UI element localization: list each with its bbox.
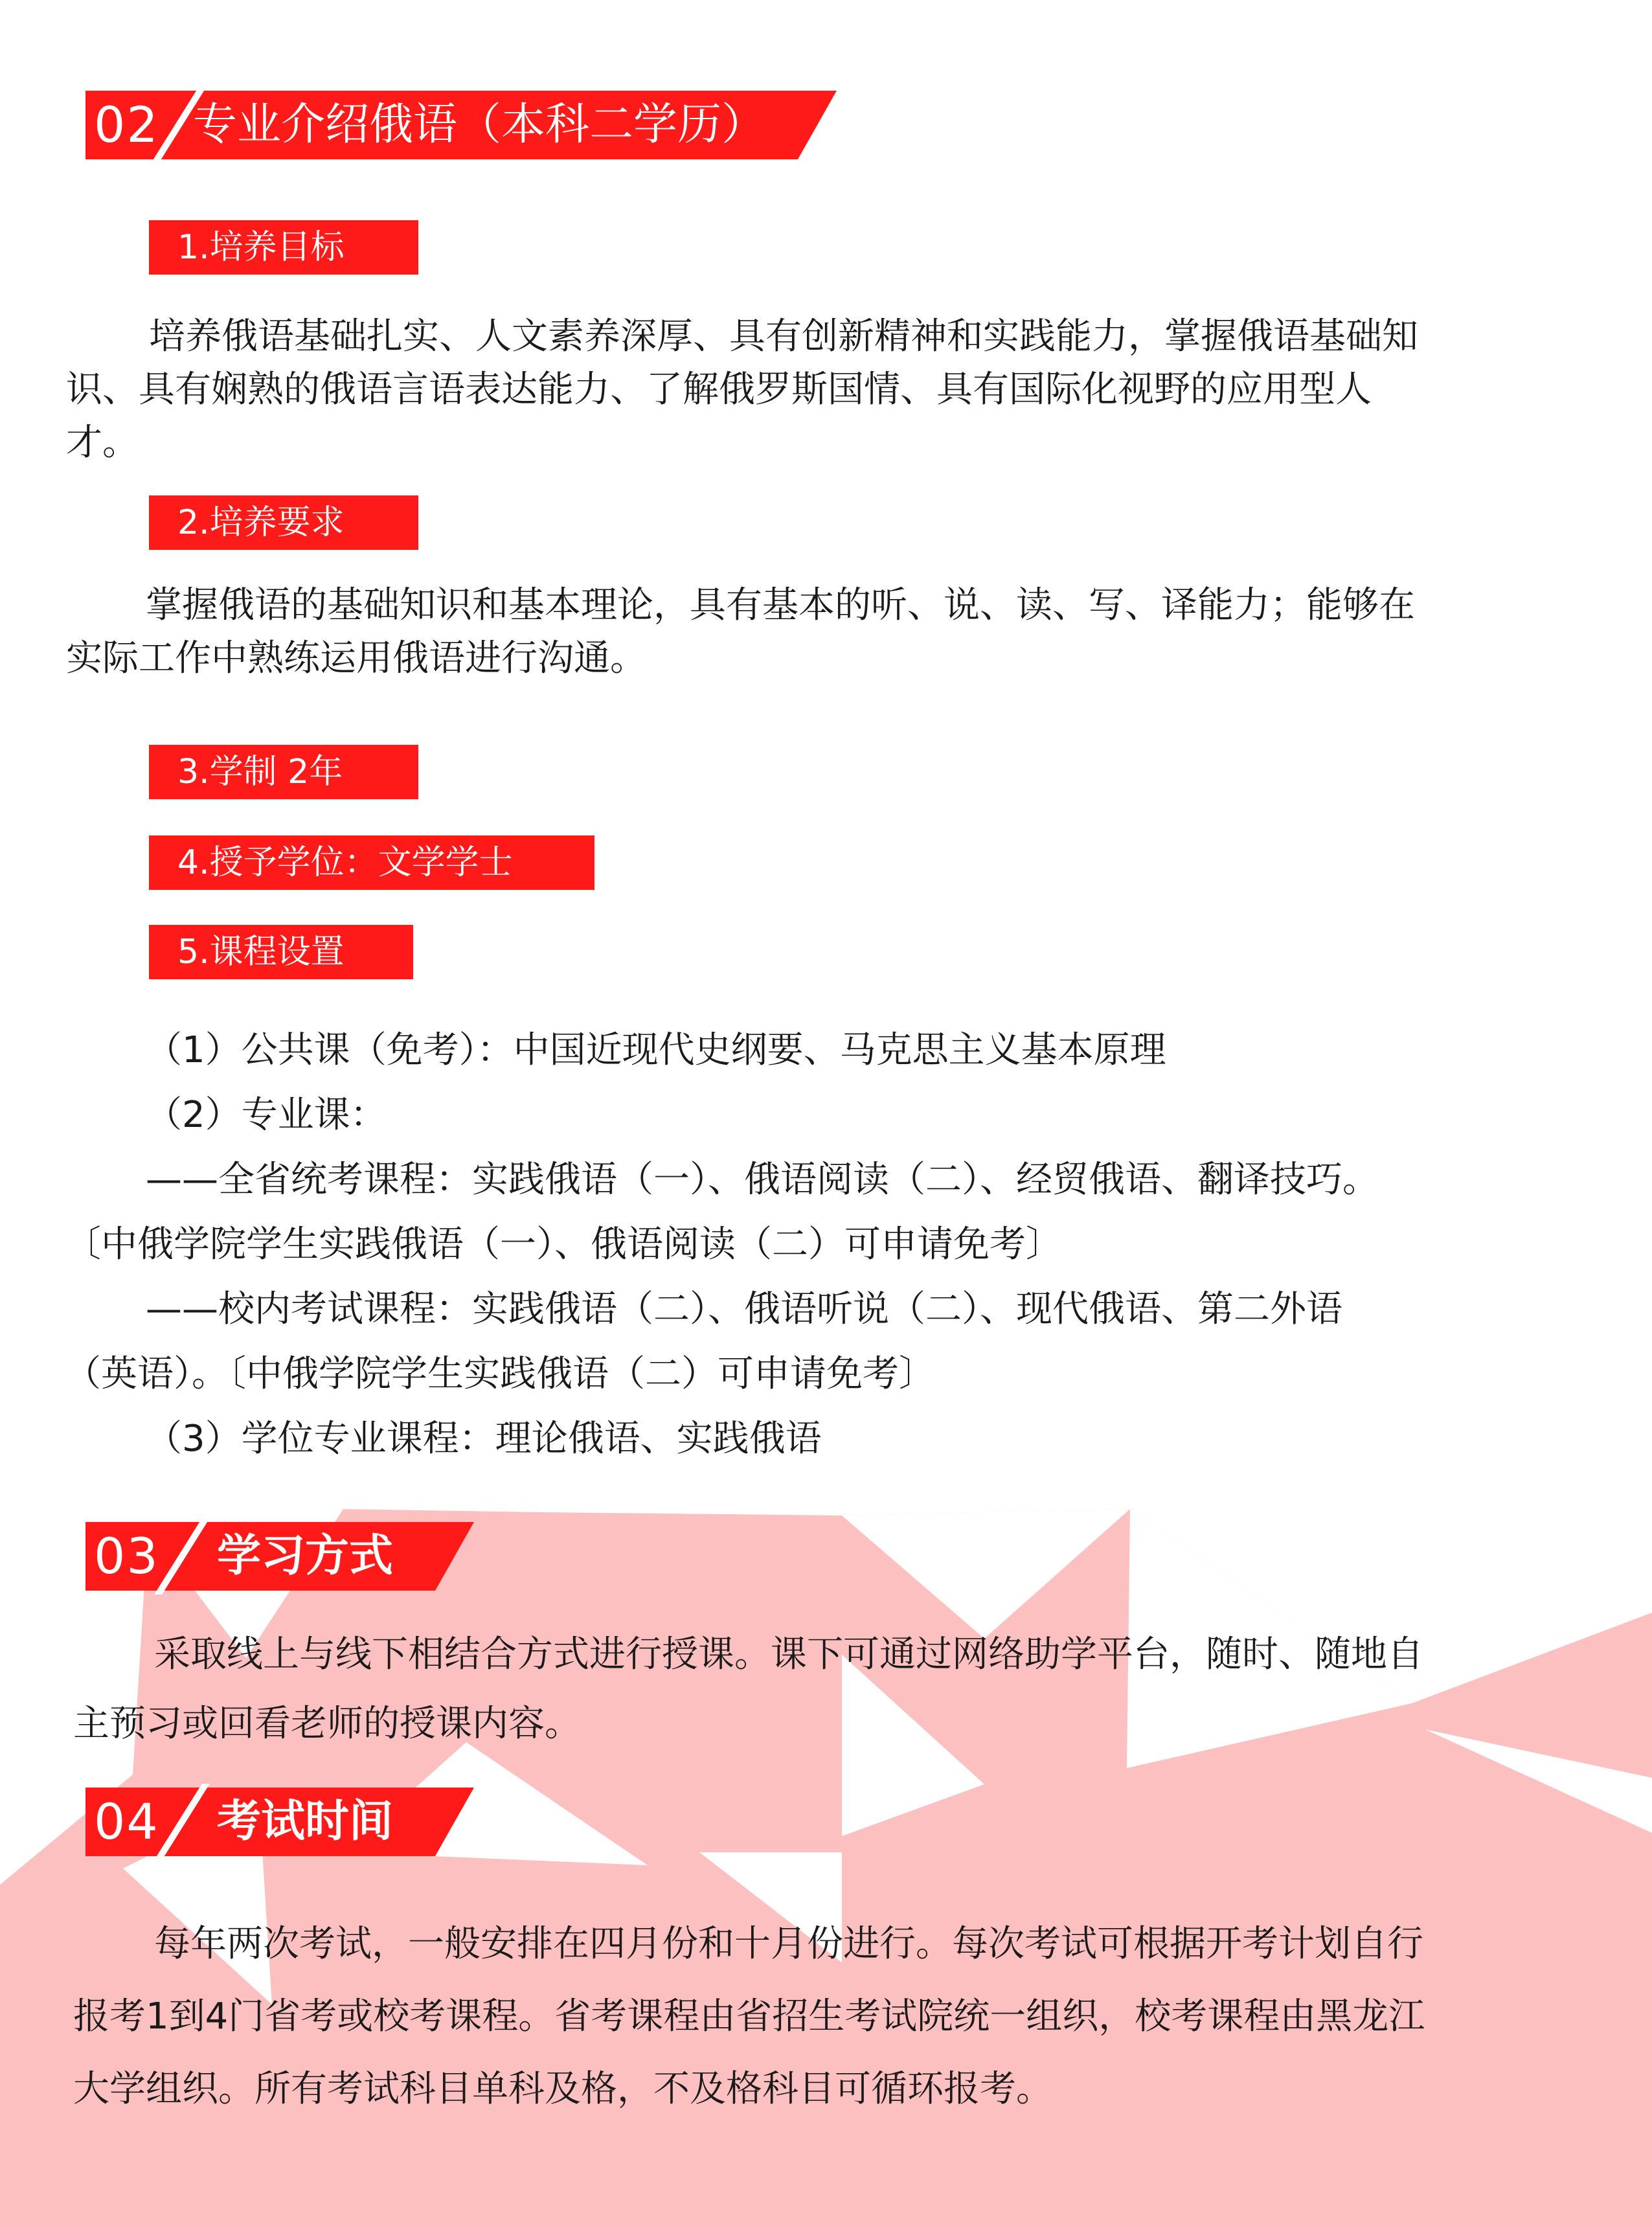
courses-line-7: （3）学位专业课程：理论俄语、实践俄语: [146, 1418, 822, 1460]
exam-time-line-2: 报考1到4门省考或校考课程。省考课程由省招生考试院统一组织，校考课程由黑龙江: [73, 1995, 1425, 2038]
section-03-number: 03: [94, 1527, 159, 1585]
goal-line-3: 才。: [66, 422, 139, 464]
requirement-label: 2.培养要求: [149, 495, 418, 550]
courses-line-6: （英语）。〔中俄学院学生实践俄语（二）可申请免考〕: [65, 1353, 935, 1395]
courses-line-5: ——校内考试课程：实践俄语（二）、俄语听说（二）、现代俄语、第二外语: [146, 1288, 1342, 1330]
courses-line-1: （1）公共课（免考）：中国近现代史纲要、马克思主义基本原理: [146, 1029, 1166, 1071]
courses-label: 5.课程设置: [149, 925, 413, 979]
goal-line-1: 培养俄语基础扎实、人文素养深厚、具有创新精神和实践能力，掌握俄语基础知: [149, 315, 1418, 358]
courses-line-2: （2）专业课：: [146, 1094, 387, 1136]
degree-label: 4.授予学位：文学学士: [149, 835, 594, 890]
goal-line-2: 识、具有娴熟的俄语言语表达能力、了解俄罗斯国情、具有国际化视野的应用型人: [66, 369, 1372, 411]
section-04-title: 考试时间: [217, 1796, 394, 1847]
requirement-line-2: 实际工作中熟练运用俄语进行沟通。: [66, 637, 646, 679]
goal-label: 1.培养目标: [149, 220, 418, 275]
section-03-title: 学习方式: [217, 1530, 394, 1582]
study-method-line-2: 主预习或回看老师的授课内容。: [73, 1703, 581, 1745]
section-02-title: 专业介绍俄语（本科二学历）: [193, 99, 766, 150]
duration-label: 3.学制 2年: [149, 745, 418, 799]
study-method-line-1: 采取线上与线下相结合方式进行授课。课下可通过网络助学平台，随时、随地自: [154, 1633, 1423, 1675]
section-04-number: 04: [94, 1793, 159, 1850]
courses-line-4: 〔中俄学院学生实践俄语（一）、俄语阅读（二）可申请免考〕: [65, 1223, 1062, 1266]
requirement-line-1: 掌握俄语的基础知识和基本理论，具有基本的听、说、读、写、译能力；能够在: [146, 584, 1415, 626]
section-02-number: 02: [94, 96, 159, 153]
exam-time-line-1: 每年两次考试，一般安排在四月份和十月份进行。每次考试可根据开考计划自行: [154, 1923, 1423, 1965]
courses-line-3: ——全省统考课程：实践俄语（一）、俄语阅读（二）、经贸俄语、翻译技巧。: [146, 1159, 1379, 1201]
exam-time-line-3: 大学组织。所有考试科目单科及格，不及格科目可循环报考。: [73, 2068, 1052, 2110]
